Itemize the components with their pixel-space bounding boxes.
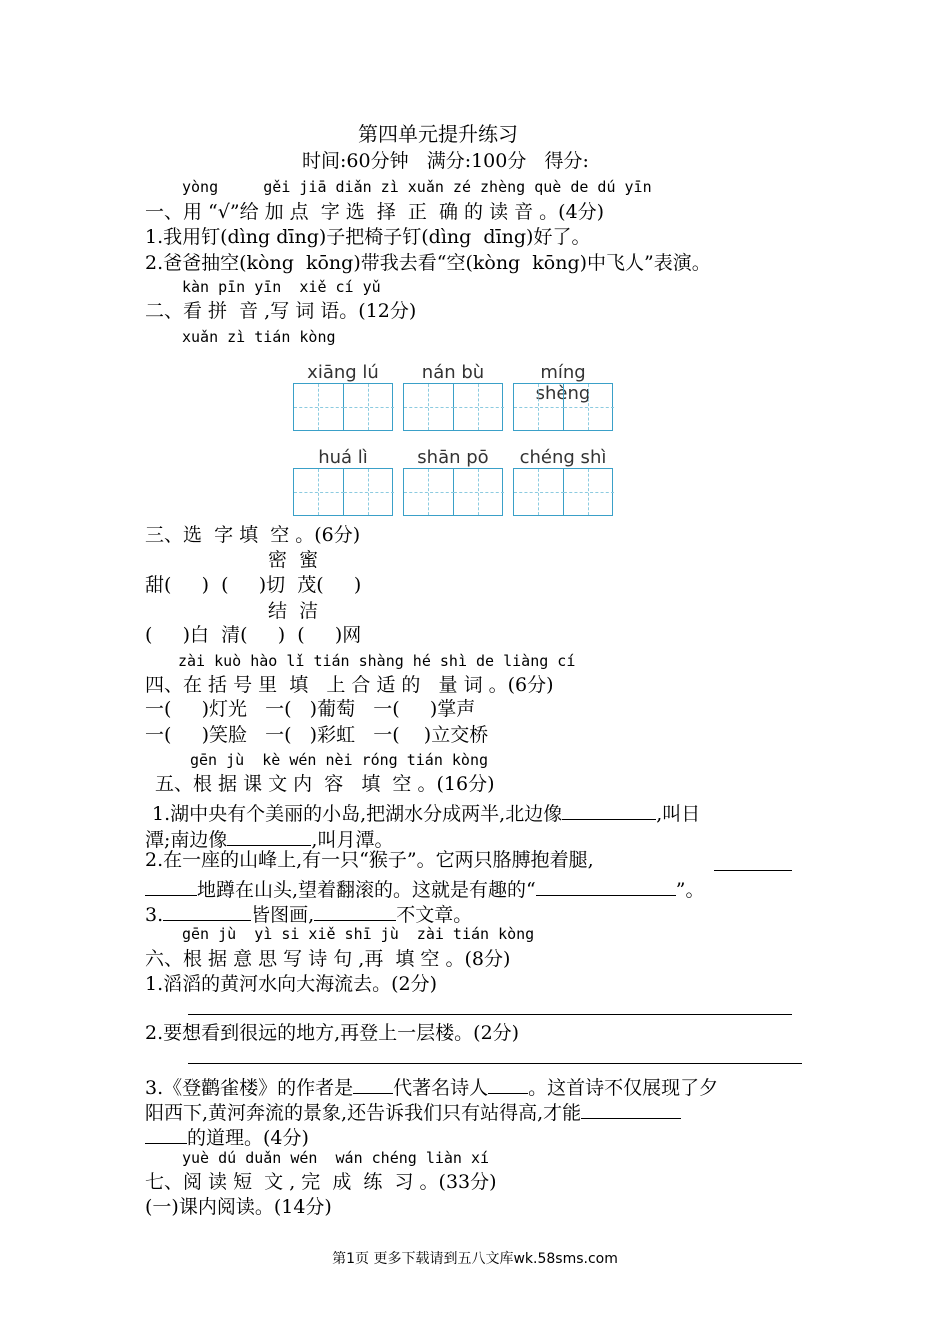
section6-pinyin: gēn jù yì si xiě shī jù zài tián kòng — [182, 925, 535, 943]
answer-blank[interactable] — [227, 826, 311, 846]
section5-pinyin: gēn jù kè wén nèi róng tián kòng — [190, 751, 489, 769]
writing-box[interactable] — [513, 383, 613, 431]
answer-blank[interactable] — [163, 901, 251, 921]
section2-title: 二、看 拼 音 ,写 词 语。(12分) — [145, 300, 417, 322]
grid-pinyin-1: xiāng lú — [307, 362, 379, 383]
section7-sub: (一)课内阅读。(14分) — [145, 1196, 332, 1218]
section6-title: 六、根 据 意 思 写 诗 句 ,再 填 空 。(8分) — [145, 948, 511, 970]
section5-q2-line2: 地蹲在山头,望着翻滚的。这就是有趣的“ ”。 — [145, 876, 704, 900]
section4-title: 四、在 括 号 里 填 上 合 适 的 量 词 。(6分) — [145, 674, 554, 696]
answer-blank[interactable] — [353, 1074, 393, 1094]
page-title: 第四单元提升练习 — [358, 122, 518, 146]
section3-line1: 甜( ) ( )切 茂( ) — [145, 574, 362, 596]
answer-blank[interactable] — [536, 876, 676, 896]
exam-meta: 时间:60分钟 满分:100分 得分: — [302, 150, 589, 172]
answer-blank[interactable] — [145, 876, 197, 896]
section5-q1-line1: 1.湖中央有个美丽的小岛,把湖水分成两半,北边像 ,叫日 — [152, 800, 700, 824]
section5-q2-line1: 2.在一座的山峰上,有一只“猴子”。它两只胳膊抱着腿, — [145, 849, 594, 871]
section5-q1-line2: 潭;南边像 ,叫月潭。 — [145, 826, 393, 850]
answer-blank[interactable] — [145, 1124, 187, 1144]
section6-q3-line1: 3.《登鹳雀楼》的作者是 代著名诗人 。这首诗不仅展现了夕 — [145, 1074, 718, 1098]
section5-q3: 3. 皆图画, 不文章。 — [145, 901, 472, 925]
section3-title: 三、选 字 填 空 。(6分) — [145, 524, 361, 546]
section4-line1: 一( )灯光 一( )葡萄 一( )掌声 — [145, 698, 476, 720]
section1-title: 一、用 “√”给 加 点 字 选 择 正 确 的 读 音 。(4分) — [145, 201, 605, 223]
grid-pinyin-5: shān pō — [417, 447, 489, 468]
answer-blank[interactable] — [562, 800, 656, 820]
answer-line[interactable] — [188, 1063, 802, 1064]
section6-q3-line3: 的道理。(4分) — [145, 1124, 309, 1148]
section6-q2: 2.要想看到很远的地方,再登上一层楼。(2分) — [145, 1022, 520, 1044]
grid-pinyin-3: míng shèng — [535, 362, 591, 404]
section6-q1: 1.滔滔的黄河水向大海流去。(2分) — [145, 973, 438, 995]
section1-q1: 1.我用钉(dìng dīng)子把椅子钉(dìng dīng)好了。 — [145, 226, 591, 248]
answer-blank[interactable] — [714, 870, 792, 871]
section3-chars2: 结 洁 — [268, 600, 319, 622]
grid-pinyin-6: chéng shì — [519, 447, 607, 468]
writing-box[interactable] — [293, 468, 393, 516]
section3-line2: ( )白 清( ) ( )网 — [145, 624, 362, 646]
section7-pinyin: yuè dú duǎn wén wán chéng liàn xí — [182, 1149, 490, 1167]
writing-box[interactable] — [513, 468, 613, 516]
writing-box[interactable] — [293, 383, 393, 431]
answer-blank[interactable] — [488, 1074, 528, 1094]
section6-q3-line2: 阳西下,黄河奔流的景象,还告诉我们只有站得高,才能 — [145, 1099, 681, 1123]
answer-blank[interactable] — [581, 1099, 681, 1119]
section3-chars1: 密 蜜 — [268, 549, 319, 571]
grid-pinyin-4: huá lì — [318, 447, 368, 468]
section5-title: 五、根 据 课 文 内 容 填 空 。(16分) — [155, 773, 495, 795]
page-footer: 第1页 更多下载请到五八文库wk.58sms.com — [332, 1251, 618, 1267]
section7-title: 七、阅 读 短 文 , 完 成 练 习 。(33分) — [145, 1171, 497, 1193]
answer-line[interactable] — [188, 1014, 792, 1015]
writing-box[interactable] — [403, 383, 503, 431]
answer-blank[interactable] — [314, 901, 396, 921]
writing-box[interactable] — [403, 468, 503, 516]
section1-pinyin: yòng gěi jiā diǎn zì xuǎn zé zhèng què de dú yīn — [182, 178, 652, 196]
section2-pinyin-next: xuǎn zì tián kòng — [182, 328, 336, 346]
section4-line2: 一( )笑脸 一( )彩虹 一( )立交桥 — [145, 724, 489, 746]
section1-q2: 2.爸爸抽空(kòng kōng)带我去看“空(kòng kōng)中飞人”表演。 — [145, 252, 711, 274]
section2-pinyin: kàn pīn yīn xiě cí yǔ — [182, 278, 381, 296]
grid-pinyin-2: nán bù — [421, 362, 485, 383]
section4-pinyin: zài kuò hào lǐ tián shàng hé shì de liàng cí — [178, 652, 576, 670]
